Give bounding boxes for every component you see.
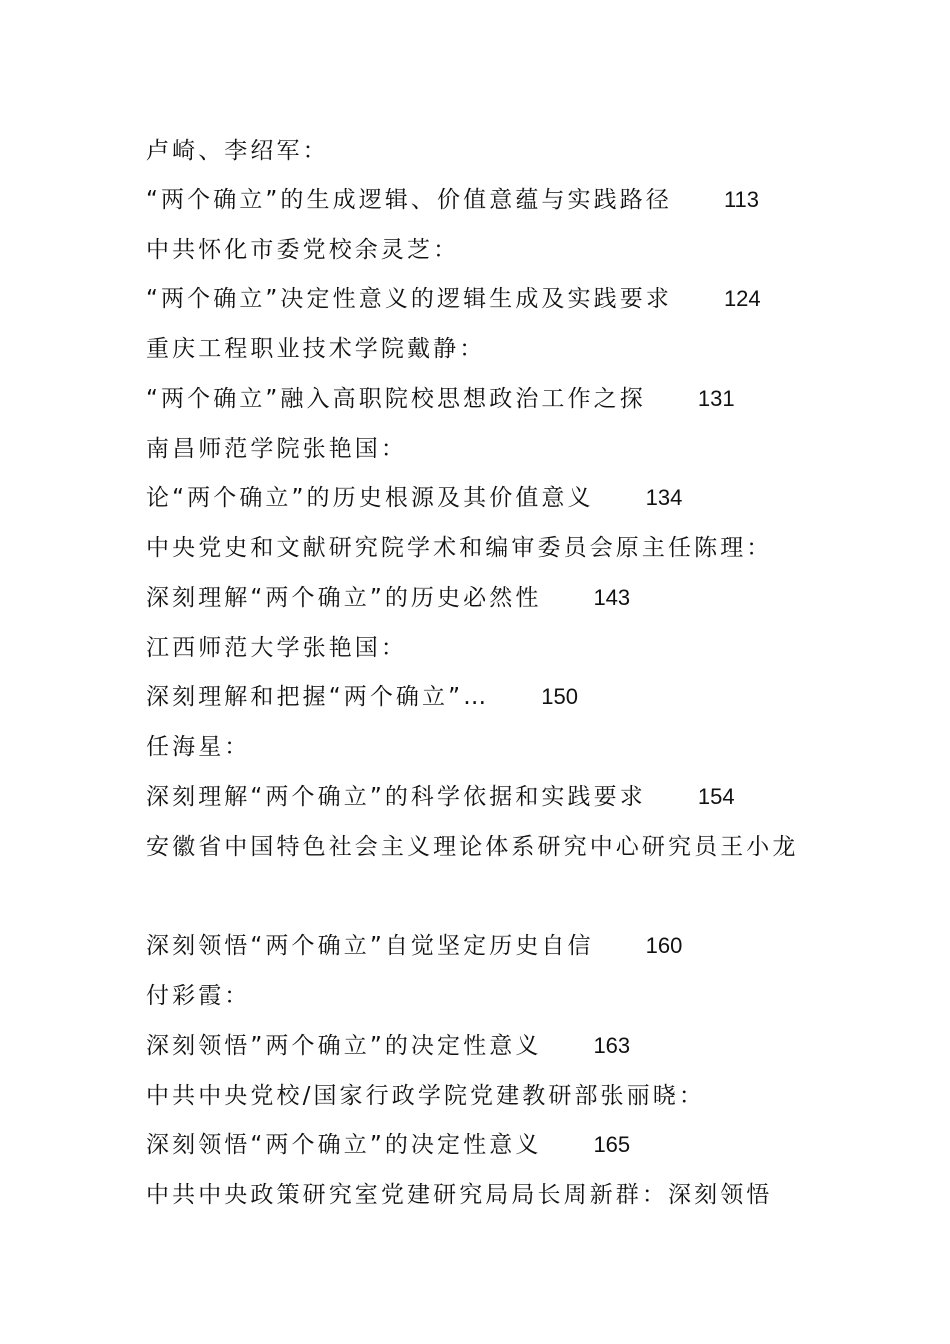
entry-title: 论“两个确立”的历史根源及其价值意义 — [146, 485, 594, 511]
entry-page-number: 154 — [697, 784, 735, 809]
toc-entry-6 — [146, 680, 578, 714]
toc-entry-10 — [146, 1128, 630, 1162]
author-text: 南昌师范学院张艳国： — [146, 436, 407, 462]
entry-page-number: 165 — [593, 1132, 631, 1157]
entry-page-number: 113 — [723, 187, 760, 212]
toc-author-3 — [146, 332, 485, 366]
toc-author-7 — [146, 730, 250, 764]
toc-entry-9 — [146, 1029, 630, 1063]
entry-title: 深刻理解“两个确立”的历史必然性 — [146, 585, 542, 611]
author-text: 中共怀化市委党校余灵芝： — [146, 237, 460, 263]
toc-author-2 — [146, 233, 459, 267]
author-text: 江西师范大学张艳国： — [146, 635, 407, 661]
toc-entry-3 — [146, 382, 735, 416]
entry-page-number: 131 — [697, 386, 735, 411]
toc-entry-5 — [146, 581, 630, 615]
entry-page-number: 134 — [645, 485, 683, 510]
entry-title: 深刻理解和把握“两个确立”… — [146, 684, 490, 710]
toc-entry-4 — [146, 481, 682, 515]
toc-entry-1 — [146, 183, 759, 217]
author-text: 中共中央党校/国家行政学院党建教研部张丽晓： — [146, 1083, 705, 1109]
entry-title: 深刻领悟”两个确立”的决定性意义 — [146, 1033, 542, 1059]
entry-title: 深刻领悟“两个确立”自觉坚定历史自信 — [146, 933, 594, 959]
entry-page-number: 163 — [593, 1033, 631, 1058]
author-text: 卢崎、李绍军： — [146, 138, 329, 164]
toc-author-5 — [146, 531, 772, 565]
entry-title: “两个确立”决定性意义的逻辑生成及实践要求 — [146, 286, 672, 312]
entry-title: 深刻理解“两个确立”的科学依据和实践要求 — [146, 784, 646, 810]
author-text: 付彩霞： — [146, 983, 251, 1009]
author-text: 中共中央政策研究室党建研究局局长周新群：深刻领悟 — [146, 1182, 773, 1208]
toc-author-11 — [146, 1178, 772, 1212]
author-text: 中央党史和文献研究院学术和编审委员会原主任陈理： — [146, 535, 773, 561]
toc-author-6 — [146, 631, 407, 665]
toc-entry-2 — [146, 282, 761, 316]
toc-entry-7 — [146, 780, 735, 814]
entry-title: 深刻领悟“两个确立”的决定性意义 — [146, 1132, 542, 1158]
toc-author-1 — [146, 134, 329, 168]
author-text: 重庆工程职业技术学院戴静： — [146, 336, 486, 362]
entry-page-number: 160 — [645, 933, 683, 958]
entry-page-number: 143 — [593, 585, 631, 610]
author-text: 任海星： — [146, 734, 251, 760]
entry-page-number: 124 — [723, 286, 761, 311]
toc-author-9 — [146, 979, 250, 1013]
author-text: 安徽省中国特色社会主义理论体系研究中心研究员王小龙 — [146, 834, 799, 860]
toc-entry-8 — [146, 929, 682, 963]
entry-title: “两个确立”的生成逻辑、价值意蕴与实践路径 — [146, 187, 672, 213]
entry-title: “两个确立”融入高职院校思想政治工作之探 — [146, 386, 646, 412]
toc-author-8 — [146, 830, 799, 864]
toc-author-4 — [146, 432, 407, 466]
toc-author-10 — [146, 1079, 705, 1113]
entry-page-number: 150 — [541, 684, 578, 709]
